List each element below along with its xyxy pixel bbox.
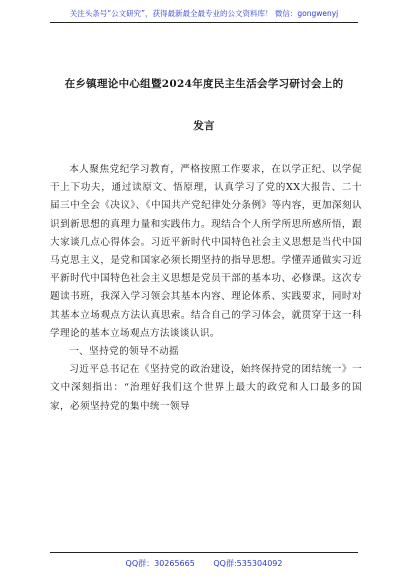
- paragraph-section-1: 习近平总书记在《坚持党的政治建设，始终保持党的团结统一》一文中深刻指出：“治理好我们这个世界上最大的政党和人口最多的国家，必须坚持党的集中统一领导: [50, 364, 362, 412]
- section-heading-1: 一、坚持党的领导不动摇: [69, 346, 180, 358]
- header-banner: 关注头条号“公文研究”，获得最新最全最专业的公文资料库！ 微信：gongwenyj: [69, 9, 339, 18]
- footer-qq-group-1: QQ群：30265665: [125, 559, 195, 568]
- paragraph-intro: 本人聚焦党纪学习教育，严格按照工作要求，在以学正纪、以学促干上下功夫，通过读原文、悟原理，认真学习了党的XX大报告、二十届三中全会《决议》、《中国共产党纪律处分条例》等内容，更加深刻认识到新思想的真理力量和实践伟力。现结合个人所学所思所感所悟，跟大家谈几点心得体会。习近平新时代中国特色社会主义思想是当代中国马克思主义，是党和国家必须长期坚持的指导思想。学懂弄通做实习近平新时代中国特色社会主义思想是党员干部的基本功、必修课。这次专题读书班，我深入学习领会其基本内容、理论体系、实践要求，同时对其基本立场观点方法认真思索。结合自己的学习体会，就贯穿于这一科学理论的基本立场观点方法谈谈认识。: [50, 164, 362, 339]
- footer: [0, 558, 408, 569]
- footer-qq-group-2: QQ群:535304092: [213, 559, 283, 568]
- header-divider: [50, 22, 358, 23]
- document-body: [50, 161, 362, 416]
- footer-divider: [50, 552, 358, 553]
- document-title: 在乡镇理论中心组暨2024年度民主生活会学习研讨会上的: [64, 78, 344, 90]
- document-title-continued: 发言: [193, 120, 215, 132]
